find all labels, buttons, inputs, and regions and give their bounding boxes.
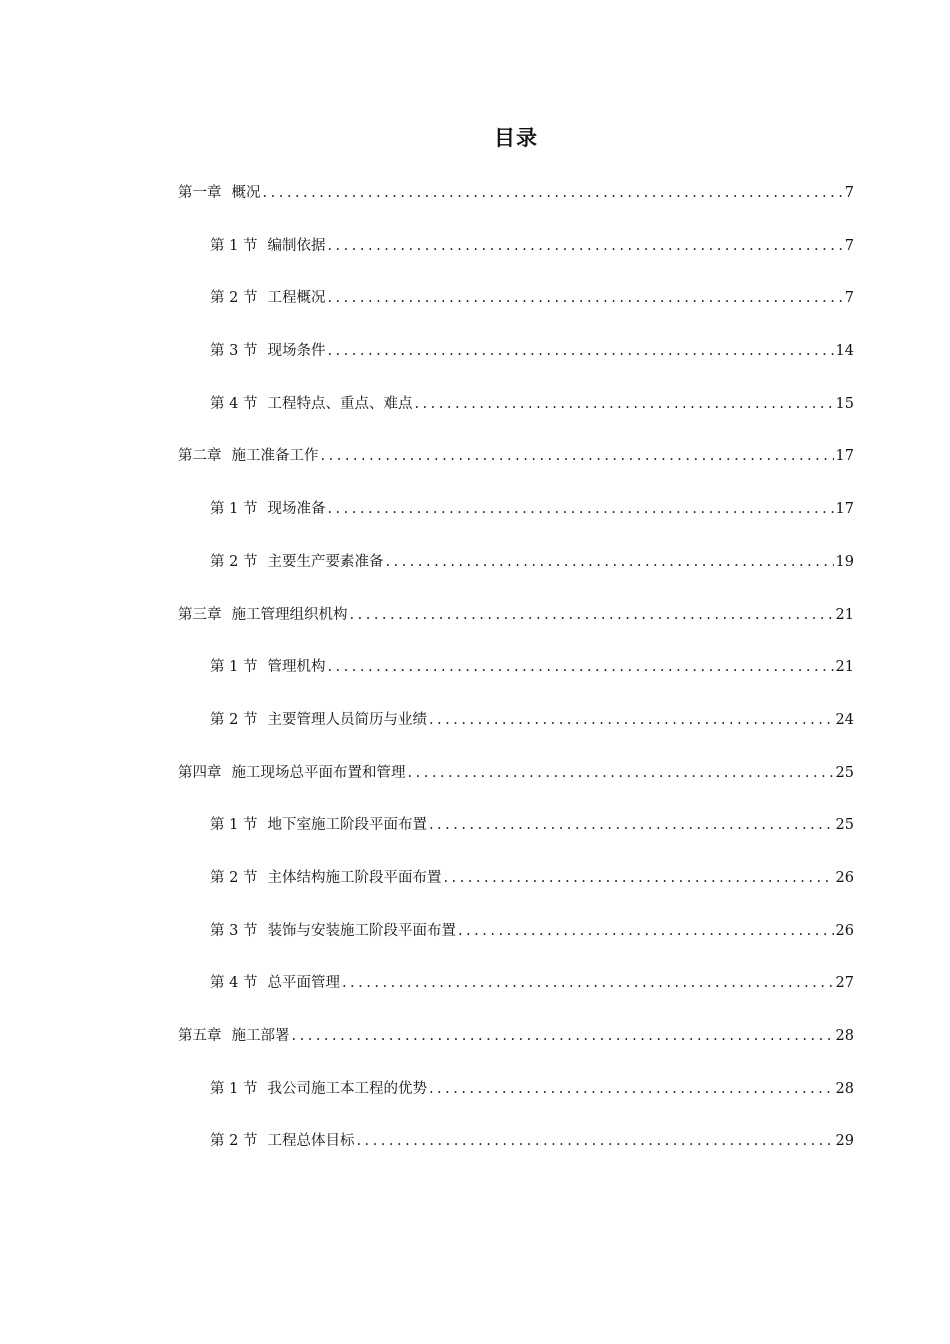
toc-entry-label [178, 754, 406, 792]
toc-entry-page-number: 7 [844, 185, 854, 201]
toc-entry-text: 地下室施工阶段平面布置 [267, 817, 427, 834]
toc-section-entry[interactable] [178, 385, 854, 438]
toc-entry-label [210, 859, 441, 897]
toc-entry-label [178, 174, 261, 212]
toc-chapter-entry[interactable] [178, 174, 854, 227]
toc-entry-number: 第 4 节 [210, 395, 258, 412]
toc-entry-page-number: 27 [835, 975, 854, 992]
dot-leader [429, 1070, 834, 1108]
toc-section-entry[interactable] [178, 279, 854, 332]
toc-entry-page-number: 26 [835, 922, 854, 939]
toc-list [178, 174, 854, 1175]
toc-entry-text: 工程特点、重点、难点 [267, 395, 413, 412]
toc-entry-label [210, 385, 412, 423]
dot-leader [327, 490, 833, 528]
dot-leader [458, 912, 834, 950]
toc-entry-page-number: 26 [835, 869, 854, 886]
toc-entry-label [210, 701, 427, 739]
toc-entry-page-number: 7 [844, 237, 854, 254]
toc-entry-number: 第 3 节 [210, 922, 258, 939]
dot-leader [321, 437, 834, 475]
toc-entry-label [210, 1122, 354, 1160]
toc-section-entry[interactable] [178, 1122, 854, 1175]
toc-entry-page-number: 7 [844, 290, 854, 307]
toc-entry-text: 工程概况 [267, 290, 326, 307]
toc-section-entry[interactable] [178, 332, 854, 385]
dot-leader [408, 754, 834, 792]
toc-entry-text: 总平面管理 [267, 975, 340, 992]
dot-leader [385, 543, 833, 581]
toc-entry-label [210, 648, 325, 686]
toc-entry-text: 主要管理人员简历与业绩 [267, 711, 427, 728]
toc-entry-text: 我公司施工本工程的优势 [267, 1080, 427, 1097]
toc-section-entry[interactable] [178, 1070, 854, 1123]
toc-entry-text: 概况 [231, 185, 261, 201]
toc-entry-label [210, 1070, 427, 1108]
toc-entry-page-number: 14 [835, 343, 854, 360]
toc-entry-page-number: 25 [835, 817, 854, 834]
toc-entry-label [210, 332, 325, 370]
toc-entry-number: 第 1 节 [210, 501, 258, 518]
dot-leader [356, 1122, 833, 1160]
dot-leader [292, 1017, 834, 1055]
toc-entry-text: 施工部署 [231, 1028, 290, 1044]
toc-entry-label [210, 490, 325, 528]
toc-entry-text: 编制依据 [267, 237, 326, 254]
toc-entry-number: 第五章 [178, 1028, 222, 1044]
toc-entry-number: 第 1 节 [210, 659, 258, 676]
toc-entry-page-number: 25 [835, 764, 854, 781]
toc-section-entry[interactable] [178, 701, 854, 754]
toc-entry-page-number: 15 [835, 395, 854, 412]
toc-section-entry[interactable] [178, 543, 854, 596]
toc-entry-number: 第 2 节 [210, 553, 258, 570]
toc-entry-number: 第 1 节 [210, 817, 258, 834]
dot-leader [263, 174, 843, 212]
toc-section-entry[interactable] [178, 912, 854, 965]
toc-chapter-entry[interactable] [178, 754, 854, 807]
dot-leader [327, 279, 842, 317]
toc-section-entry[interactable] [178, 806, 854, 859]
dot-leader [429, 701, 834, 739]
dot-leader [327, 648, 833, 686]
toc-entry-number: 第二章 [178, 448, 222, 465]
toc-entry-page-number: 21 [835, 659, 854, 676]
toc-entry-number: 第 2 节 [210, 711, 258, 728]
toc-entry-label [210, 806, 427, 844]
toc-entry-page-number: 24 [835, 711, 854, 728]
toc-entry-number: 第 1 节 [210, 1080, 258, 1097]
toc-entry-page-number: 28 [835, 1080, 854, 1097]
toc-entry-text: 装饰与安装施工阶段平面布置 [267, 922, 456, 939]
dot-leader [327, 332, 833, 370]
dot-leader [342, 964, 834, 1002]
toc-section-entry[interactable] [178, 648, 854, 701]
toc-entry-label [178, 596, 348, 634]
toc-entry-number: 第四章 [178, 764, 222, 781]
toc-entry-text: 主体结构施工阶段平面布置 [267, 869, 442, 886]
toc-entry-page-number: 17 [835, 448, 854, 465]
toc-entry-label [210, 912, 456, 950]
toc-entry-page-number: 28 [835, 1028, 854, 1044]
toc-entry-text: 施工现场总平面布置和管理 [231, 764, 406, 781]
toc-entry-number: 第 1 节 [210, 237, 258, 254]
toc-entry-label [210, 543, 383, 581]
toc-entry-label [210, 964, 340, 1002]
toc-entry-text: 管理机构 [267, 659, 326, 676]
toc-entry-label [210, 227, 325, 265]
dot-leader [443, 859, 833, 897]
toc-section-entry[interactable] [178, 490, 854, 543]
toc-entry-label [178, 1017, 290, 1055]
toc-entry-text: 主要生产要素准备 [267, 553, 384, 570]
toc-chapter-entry[interactable] [178, 1017, 854, 1070]
toc-entry-number: 第三章 [178, 606, 222, 623]
toc-entry-page-number: 21 [835, 606, 854, 623]
dot-leader [429, 806, 834, 844]
toc-entry-text: 工程总体目标 [267, 1133, 355, 1150]
dot-leader [327, 227, 842, 265]
toc-entry-number: 第 3 节 [210, 343, 258, 360]
toc-title: 目录 [494, 126, 538, 150]
toc-entry-label [210, 279, 325, 317]
toc-section-entry[interactable] [178, 964, 854, 1017]
toc-section-entry[interactable] [178, 227, 854, 280]
dot-leader [414, 385, 833, 423]
toc-entry-text: 现场条件 [267, 343, 326, 360]
toc-entry-page-number: 17 [835, 501, 854, 518]
toc-entry-number: 第 4 节 [210, 975, 258, 992]
dot-leader [350, 596, 834, 634]
toc-entry-label [178, 437, 319, 475]
toc-entry-page-number: 29 [835, 1133, 854, 1150]
toc-section-entry[interactable] [178, 859, 854, 912]
toc-chapter-entry[interactable] [178, 596, 854, 649]
toc-entry-number: 第 2 节 [210, 869, 258, 886]
toc-entry-number: 第一章 [178, 185, 222, 201]
toc-entry-text: 现场准备 [267, 501, 326, 518]
toc-entry-text: 施工管理组织机构 [231, 606, 348, 623]
toc-entry-number: 第 2 节 [210, 290, 258, 307]
toc-entry-text: 施工准备工作 [231, 448, 319, 465]
toc-entry-page-number: 19 [835, 553, 854, 570]
toc-entry-number: 第 2 节 [210, 1133, 258, 1150]
toc-chapter-entry[interactable] [178, 437, 854, 490]
